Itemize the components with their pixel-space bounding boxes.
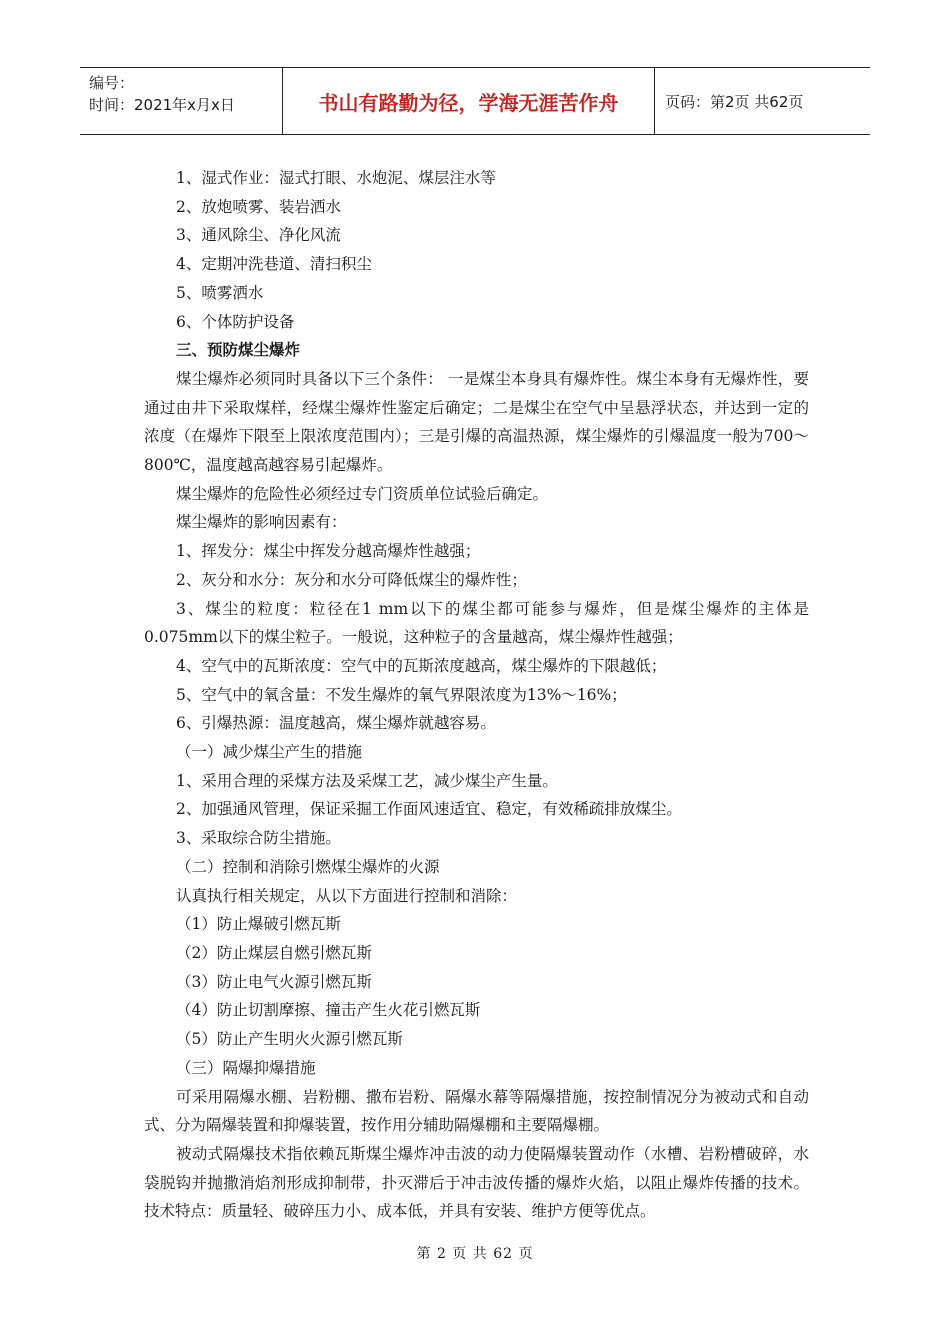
paragraph: （1）防止爆破引燃瓦斯 bbox=[176, 915, 341, 934]
paragraph: （4）防止切割摩擦、撞击产生火花引燃瓦斯 bbox=[176, 1001, 481, 1020]
paragraph: 6、个体防护设备 bbox=[176, 312, 295, 331]
paragraph: 6、引爆热源：温度越高，煤尘爆炸就越容易。 bbox=[176, 714, 496, 733]
paragraph: 2、放炮喷雾、装岩洒水 bbox=[176, 197, 341, 216]
paragraph: 1、挥发分：煤尘中挥发分越高爆炸性越强； bbox=[176, 542, 481, 561]
page-footer: 第 2 页 共 62 页 bbox=[416, 1246, 534, 1262]
paragraph: 认真执行相关规定，从以下方面进行控制和消除： bbox=[176, 886, 518, 905]
paragraph: （2）防止煤层自燃引燃瓦斯 bbox=[176, 943, 372, 962]
paragraph: 3、采取综合防尘措施。 bbox=[176, 829, 341, 848]
section-heading: 三、预防煤尘爆炸 bbox=[176, 340, 301, 360]
paragraph: （一）减少煤尘产生的措施 bbox=[176, 743, 363, 762]
paragraph: 5、喷雾洒水 bbox=[176, 283, 264, 302]
paragraph: 3、通风除尘、净化风流 bbox=[176, 226, 341, 245]
paragraph: 4、定期冲洗巷道、清扫积尘 bbox=[176, 255, 372, 274]
paragraph: （5）防止产生明火火源引燃瓦斯 bbox=[176, 1030, 403, 1049]
paragraph: （3）防止电气火源引燃瓦斯 bbox=[176, 972, 372, 991]
document-date: 时间：2021年x月x日 bbox=[89, 96, 235, 114]
paragraph: （二）控制和消除引燃煤尘爆炸的火源 bbox=[176, 857, 440, 876]
document-number-label: 编号： bbox=[89, 74, 135, 92]
paragraph: 煤尘爆炸必须同时具备以下三个条件： 一是煤尘本身具有爆炸性。煤尘本身有无爆炸性，要通过由井下采取煤样，经煤尘爆炸性鉴定后确定；二是煤尘在空气中呈悬浮状态，并达到一定的浓度（在爆炸下限至上限浓度范围内）；三是引爆的高温热源，煤尘爆炸的引爆温度一般为700～800℃，温度越高越容易引起爆炸。 bbox=[144, 369, 809, 475]
paragraph: 煤尘爆炸的影响因素有： bbox=[176, 513, 347, 532]
paragraph: 3、煤尘的粒度：粒径在1 mm以下的煤尘都可能参与爆炸，但是煤尘爆炸的主体是0.075mm以下的煤尘粒子。一般说，这种粒子的含量越高，煤尘爆炸性越强； bbox=[144, 599, 809, 647]
paragraph: 5、空气中的氧含量：不发生爆炸的氧气界限浓度为13%～16%； bbox=[176, 685, 627, 704]
paragraph: 可采用隔爆水棚、岩粉棚、撒布岩粉、隔爆水幕等隔爆措施，按控制情况分为被动式和自动式、分为隔爆装置和抑爆装置，按作用分辅助隔爆棚和主要隔爆棚。 bbox=[144, 1087, 809, 1135]
paragraph: 煤尘爆炸的危险性必须经过专门资质单位试验后确定。 bbox=[176, 484, 549, 503]
document-body bbox=[144, 164, 809, 1226]
paragraph: 2、加强通风管理，保证采掘工作面风速适宜、稳定，有效稀疏排放煤尘。 bbox=[176, 800, 682, 819]
paragraph: 被动式隔爆技术指依赖瓦斯煤尘爆炸冲击波的动力使隔爆装置动作（水槽、岩粉槽破碎，水袋脱钩并抛撒消焰剂形成抑制带，扑灭滞后于冲击波传播的爆炸火焰，以阻止爆炸传播的技术。技术特点：质量轻、破碎压力小、成本低，并具有安装、维护方便等优点。 bbox=[144, 1144, 809, 1221]
header-motto: 书山有路勤为径，学海无涯苦作舟 bbox=[283, 68, 655, 134]
page-header bbox=[80, 67, 870, 135]
paragraph: 1、湿式作业：湿式打眼、水炮泥、煤层注水等 bbox=[176, 169, 496, 187]
header-page-number: 页码：第2页 共62页 bbox=[665, 92, 804, 111]
paragraph: 4、空气中的瓦斯浓度：空气中的瓦斯浓度越高，煤尘爆炸的下限越低； bbox=[176, 656, 667, 675]
header-meta bbox=[80, 68, 283, 134]
paragraph: （三）隔爆抑爆措施 bbox=[176, 1058, 316, 1077]
paragraph: 1、采用合理的采煤方法及采煤工艺，减少煤尘产生量。 bbox=[176, 771, 558, 790]
paragraph: 2、灰分和水分：灰分和水分可降低煤尘的爆炸性； bbox=[176, 570, 527, 589]
